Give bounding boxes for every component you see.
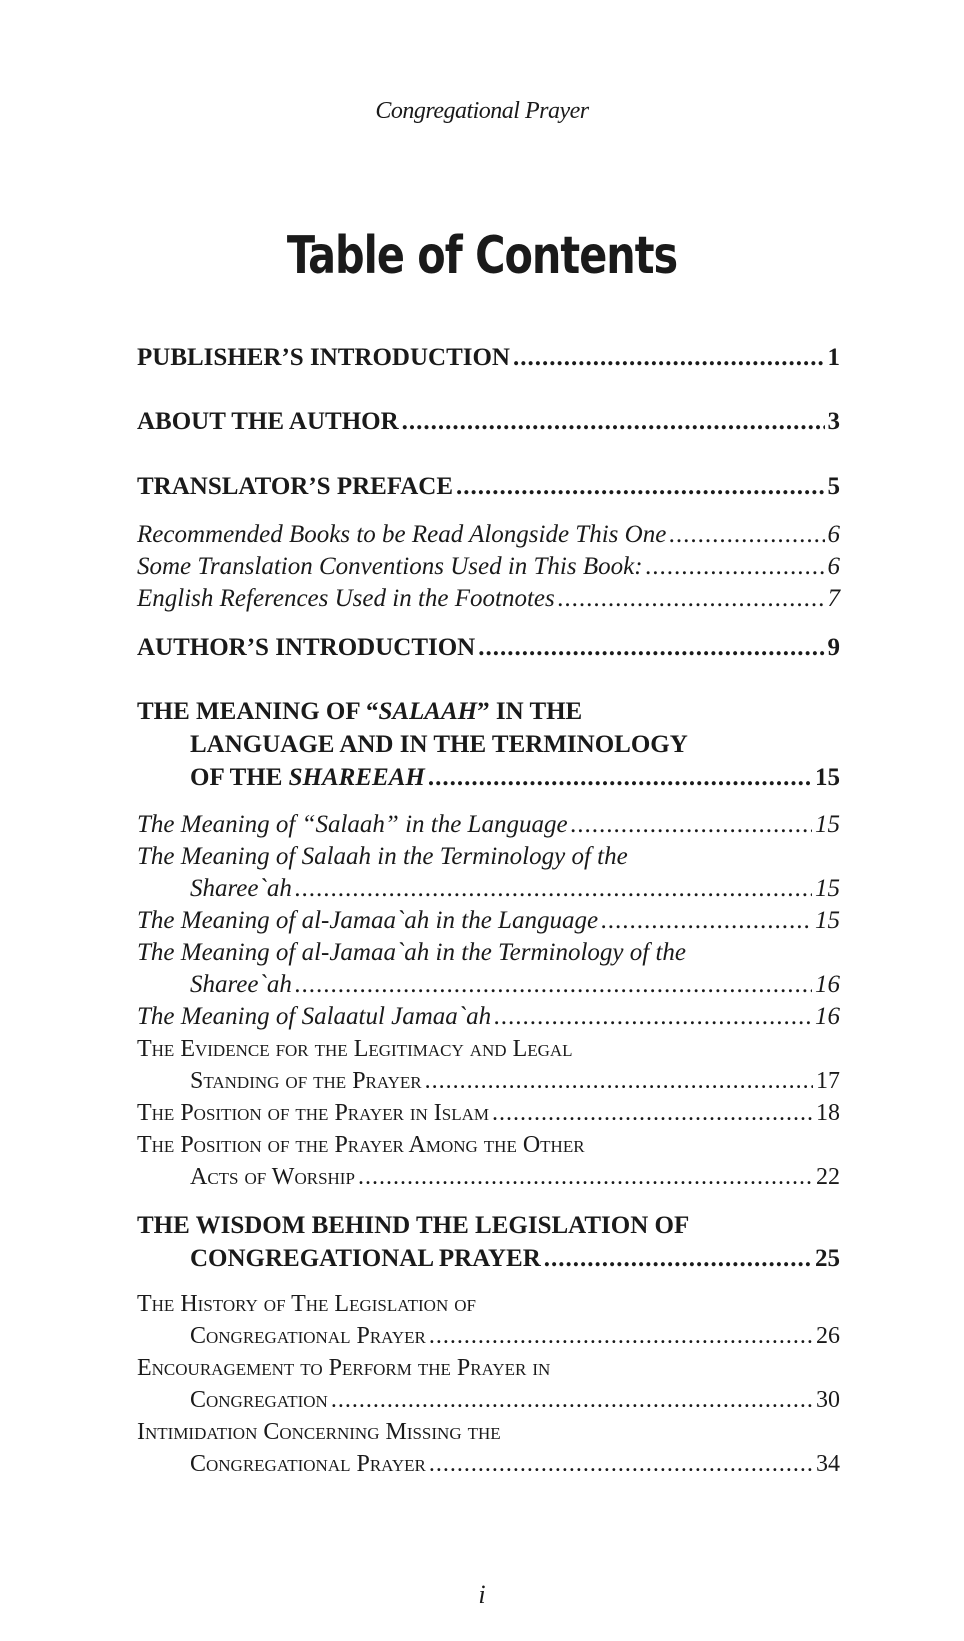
dot-leader: [513, 344, 825, 372]
toc-page-number: 18: [816, 1100, 840, 1126]
toc-page-number: 30: [816, 1387, 840, 1413]
toc-page-number: 22: [816, 1164, 840, 1190]
toc-entry-line: Standing of the Prayer ..... 17: [190, 1068, 840, 1095]
dot-leader: [295, 875, 812, 903]
dot-leader: [425, 1068, 813, 1095]
toc-page-number: 15: [815, 875, 840, 902]
dot-leader: [494, 1003, 812, 1031]
dot-leader: [669, 521, 824, 549]
toc-entry-about-the-author[interactable]: [137, 408, 840, 436]
toc-entry-line: Sharee`ah ..... 16: [190, 971, 840, 999]
dot-leader: [492, 1100, 813, 1127]
page-title: Table of Contents: [286, 224, 678, 286]
dot-leader: [331, 1387, 813, 1414]
toc-entry-line: The Meaning of al-Jamaa`ah in the Terminology of the: [137, 939, 687, 966]
toc-entry-line: OF THE SHAREEAH ..... 15: [190, 764, 840, 792]
toc-entry-line: THE MEANING OF “SALAAH” IN THE: [137, 698, 583, 725]
dot-leader: [429, 1323, 813, 1350]
toc-entry-label: TRANSLATOR’S PREFACE: [137, 473, 454, 500]
toc-entry-label: Some Translation Conventions Used in This Book:: [137, 553, 643, 580]
toc-entry-line: The Meaning of Salaah in the Terminology of the: [137, 843, 628, 870]
toc-entry-label: The Position of the Prayer in Islam: [137, 1100, 490, 1126]
toc-page-number: 1: [827, 344, 840, 371]
toc-entry-line: The History of The Legislation of: [137, 1291, 476, 1317]
toc-page-number: 6: [827, 521, 840, 548]
dot-leader: [295, 971, 812, 999]
toc-page-number: 15: [815, 811, 840, 838]
toc-entry-line: Acts of Worship ..... 22: [190, 1164, 840, 1191]
dot-leader: [402, 408, 825, 436]
toc-page-number: 16: [815, 971, 840, 998]
toc-entry-authors-introduction[interactable]: [137, 634, 840, 662]
toc-page-number: 15: [815, 764, 840, 791]
toc-entry-line: Encouragement to Perform the Prayer in: [137, 1355, 551, 1381]
toc-entry-english-references[interactable]: [137, 585, 840, 613]
toc-entry-line: Congregation ..... 30: [190, 1387, 840, 1414]
toc-entry-jamaah-in-language[interactable]: [137, 907, 840, 935]
toc-page-number: 25: [815, 1245, 840, 1272]
toc-entry-recommended-books[interactable]: [137, 521, 840, 549]
toc-entry-line: Congregational Prayer ..... 26: [190, 1323, 840, 1350]
toc-entry-salaatul-jamaah[interactable]: [137, 1003, 840, 1031]
toc-entry-position-in-islam[interactable]: [137, 1100, 840, 1127]
dot-leader: [571, 811, 812, 839]
dot-leader: [429, 1451, 813, 1478]
page-number: i: [478, 1580, 486, 1609]
toc-entry-line: LANGUAGE AND IN THE TERMINOLOGY: [190, 731, 688, 758]
dot-leader: [544, 1245, 812, 1273]
toc-entry-translation-conventions[interactable]: [137, 553, 840, 581]
toc-page-number: 7: [827, 585, 840, 612]
toc-entry-translators-preface[interactable]: [137, 473, 840, 501]
dot-leader: [478, 634, 824, 662]
toc-entry-label: Recommended Books to be Read Alongside This One: [137, 521, 667, 548]
toc-entry-line: CONGREGATIONAL PRAYER ..... 25: [190, 1245, 840, 1273]
dot-leader: [358, 1164, 813, 1191]
toc-entry-line: Congregational Prayer ..... 34: [190, 1451, 840, 1478]
toc-page-number: 9: [827, 634, 840, 661]
toc-entry-label: ABOUT THE AUTHOR: [137, 408, 399, 435]
toc-page-number: 26: [816, 1323, 840, 1349]
toc-entry-label: The Meaning of al-Jamaa`ah in the Language: [137, 907, 599, 934]
toc-page-number: 15: [815, 907, 840, 934]
toc-entry-label: The Meaning of “Salaah” in the Language: [137, 811, 568, 838]
dot-leader: [456, 473, 824, 501]
toc-entry-label: PUBLISHER’S INTRODUCTION: [137, 344, 510, 371]
toc-entry-label: The Meaning of Salaatul Jamaa`ah: [137, 1003, 492, 1030]
toc-entry-salaah-in-language[interactable]: [137, 811, 840, 839]
toc-entry-line: The Position of the Prayer Among the Other: [137, 1132, 585, 1158]
toc-entry-label: AUTHOR’S INTRODUCTION: [137, 634, 476, 661]
toc-page-number: 5: [827, 473, 840, 500]
toc-entry-line: THE WISDOM BEHIND THE LEGISLATION OF: [137, 1212, 690, 1239]
toc-entry-line: Sharee`ah ..... 15: [190, 875, 840, 903]
dot-leader: [646, 553, 825, 581]
toc-entry-line: The Evidence for the Legitimacy and Legal: [137, 1036, 573, 1062]
dot-leader: [601, 907, 812, 935]
toc-page-number: 3: [827, 408, 840, 435]
toc-entry-publishers-introduction[interactable]: [137, 344, 840, 372]
toc-page-number: 16: [815, 1003, 840, 1030]
toc-entry-line: Intimidation Concerning Missing the: [137, 1419, 501, 1445]
toc-page-number: 34: [816, 1451, 840, 1477]
dot-leader: [428, 764, 812, 792]
dot-leader: [558, 585, 825, 613]
running-header: Congregational Prayer: [375, 98, 589, 124]
toc-page-number: 17: [816, 1068, 840, 1094]
toc-page-number: 6: [827, 553, 840, 580]
toc-entry-label: English References Used in the Footnotes: [137, 585, 555, 612]
